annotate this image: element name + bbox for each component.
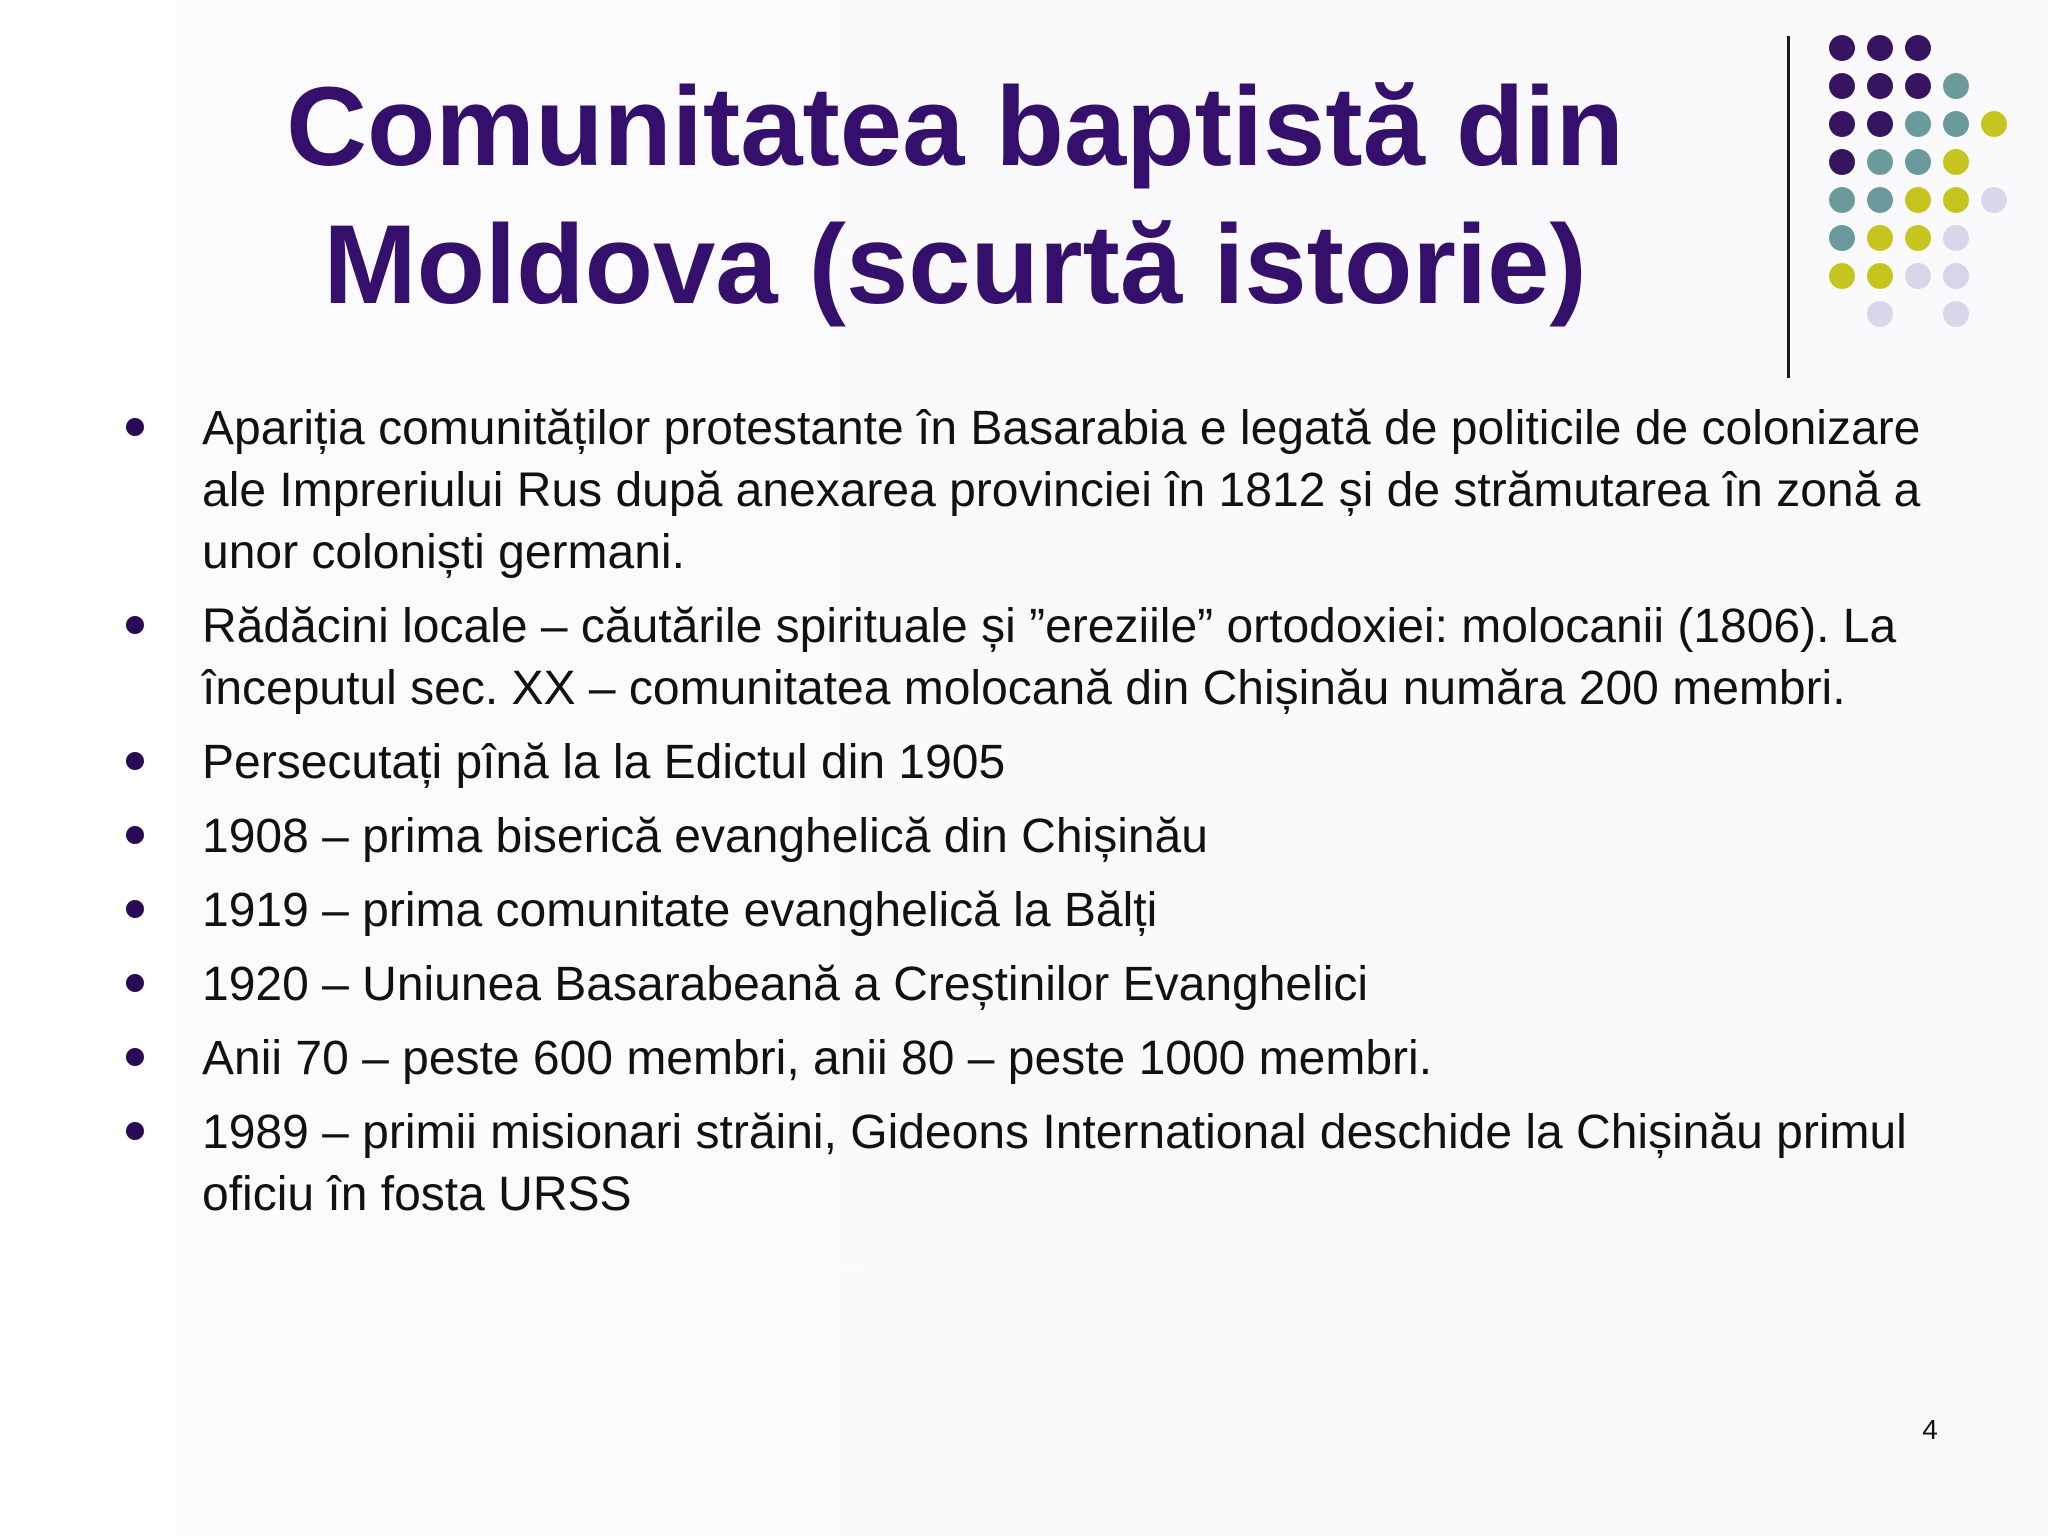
decorative-dot (1943, 149, 1969, 175)
decorative-dot (1943, 73, 1969, 99)
list-item (120, 880, 1940, 942)
decorative-dot (1867, 301, 1893, 327)
bullet-icon (126, 826, 144, 844)
decorative-dot (1829, 187, 1855, 213)
decorative-dot (1867, 225, 1893, 251)
list-item (120, 596, 1940, 720)
bullet-icon (126, 900, 144, 918)
bullet-text: Anii 70 – peste 600 membri, anii 80 – peste 1000 membri. (202, 1032, 1433, 1085)
list-item (120, 732, 1940, 794)
decorative-dot (1981, 111, 2007, 137)
bullet-text: Apariția comunităților protestante în Basarabia e legată de politicile de colonizare ale Impreriului Rus după anexarea provinciei în 1812 și de strămutarea în zonă a unor coloniști germani. (202, 402, 1921, 579)
bullet-text: Rădăcini locale – căutările spirituale și ”ereziile” ortodoxiei: molocanii (1806). La începutul sec. XX – comunitatea molocană din Chișinău număra 200 membri. (202, 600, 1897, 715)
list-item (120, 1102, 1940, 1226)
decorative-dot (1867, 73, 1893, 99)
decorative-dot (1867, 187, 1893, 213)
slide-title: Comunitatea baptistă din Moldova (scurtă istorie) (286, 64, 1624, 327)
decorative-dot (1943, 301, 1969, 327)
bullet-list (120, 398, 1940, 1238)
list-item (120, 398, 1940, 584)
decorative-dot (1905, 187, 1931, 213)
bullet-icon (126, 616, 144, 634)
decorative-dot (1905, 263, 1931, 289)
decorative-dot (1905, 149, 1931, 175)
decorative-dot (1905, 225, 1931, 251)
list-item (120, 806, 1940, 868)
bullet-icon (126, 418, 144, 436)
decorative-dot (1943, 187, 1969, 213)
decorative-dot (1905, 111, 1931, 137)
decorative-dot (1867, 149, 1893, 175)
list-item (120, 1028, 1940, 1090)
decorative-dot (1867, 263, 1893, 289)
decorative-dot (1867, 35, 1893, 61)
decorative-dot (1829, 149, 1855, 175)
decorative-dot (1867, 111, 1893, 137)
decorative-dot (1829, 111, 1855, 137)
decorative-dot-grid (0, 0, 2048, 400)
bullet-text: 1908 – prima biserică evanghelică din Chișinău (202, 810, 1208, 863)
decorative-dot (1829, 225, 1855, 251)
decorative-dot (1905, 35, 1931, 61)
decorative-dot (1829, 263, 1855, 289)
decorative-dot (1943, 263, 1969, 289)
list-item (120, 954, 1940, 1016)
page-number: 4 (1922, 1414, 1938, 1445)
bullet-text: 1919 – prima comunitate evanghelică la Bălți (202, 884, 1158, 937)
bullet-text: 1920 – Uniunea Basarabeană a Creștinilor Evanghelici (202, 958, 1369, 1011)
bullet-text: Persecutați pînă la la Edictul din 1905 (202, 736, 1006, 789)
bullet-icon (126, 974, 144, 992)
bullet-icon (126, 1122, 144, 1140)
decorative-dot (1829, 35, 1855, 61)
bullet-text: 1989 – primii misionari străini, Gideons International deschide la Chișinău primul oficiu în fosta URSS (202, 1106, 1907, 1221)
bullet-icon (126, 752, 144, 770)
decorative-dot (1943, 111, 1969, 137)
bullet-icon (126, 1048, 144, 1066)
decorative-dot (1905, 73, 1931, 99)
decorative-dot (1829, 73, 1855, 99)
decorative-dot (1981, 187, 2007, 213)
decorative-dot (1943, 225, 1969, 251)
